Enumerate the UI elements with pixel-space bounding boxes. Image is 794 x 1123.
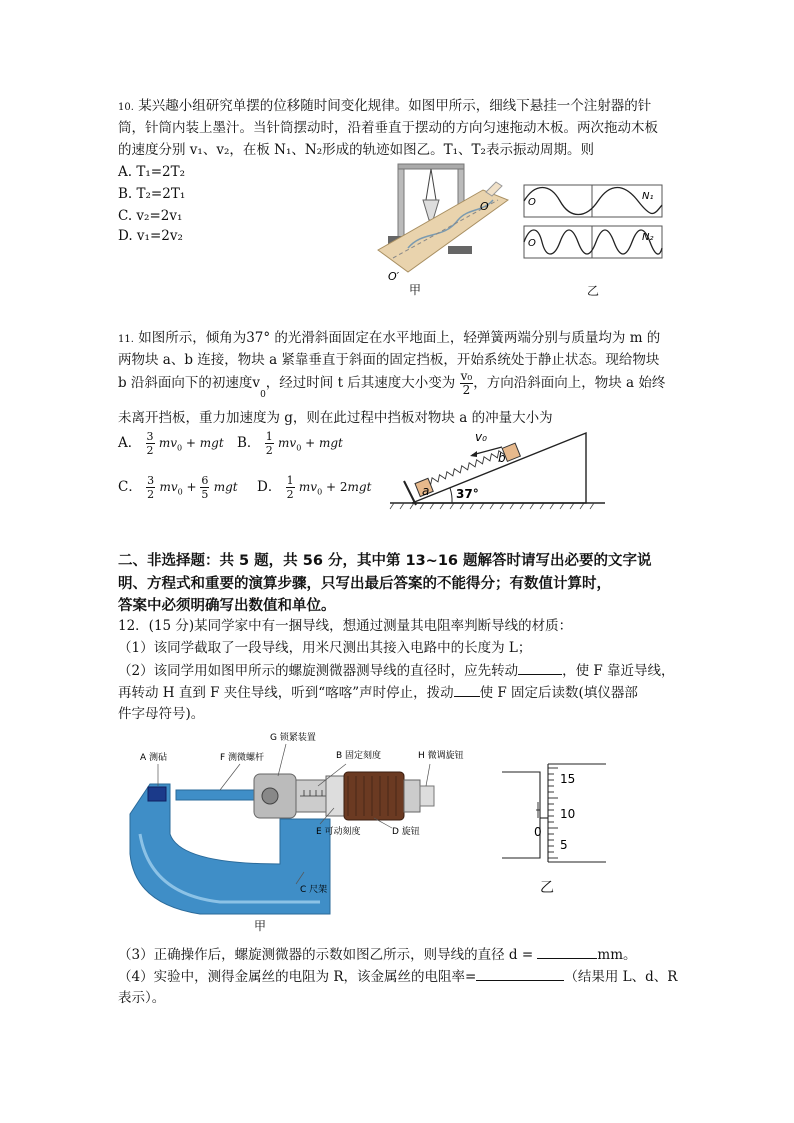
section2-line2: 明、方程式和重要的演算步骤，只写出最后答案的不能得分；有数值计算时， [118,576,611,592]
q11-fig-a: a [422,484,430,498]
section2-line3: 答案中必须明确写出数值和单位。 [118,598,336,614]
q12-label-d: D 旋钮 [392,827,420,837]
q12-line7: （4）实验中，测得金属丝的电阻为 R，该金属丝的电阻率= （结果用 L、d、R [118,966,677,987]
q12-line5: 件字母符号)。 [118,706,205,722]
q12-line1: 12．(15 分)某同学家中有一捆导线，想通过测量其电阻率判断导线的材质： [118,618,573,634]
q12-caption-right: 乙 [540,880,554,896]
q11-option-b: B． $\frac{1}{2}$ $mv_0$ + mgt [237,430,343,457]
q12-label-b: B 固定刻度 [336,751,382,761]
q12-blank2[interactable] [454,682,480,697]
q11-number: 11. [118,334,134,345]
q10-option-d: D. v₁=2v₂ [118,228,183,244]
q11-text3a: b 沿斜面向下的初速度v [118,375,261,391]
q10-line1 [118,96,651,118]
q12-label-e: E 可动刻度 [316,827,361,837]
q12-line2: （1）该同学截取了一段导线，用米尺测出其接入电路中的长度为 L； [118,640,532,656]
q12-label-f: F 测微螺杆 [220,753,265,763]
q11-text3b: ，经过时间 t 后其速度大小变为 [265,375,456,391]
q11-line2: 两物块 a、b 连接，物块 a 紧靠垂直于斜面的固定挡板，开始系统处于静止状态。现给物块 [118,352,660,368]
q11-frac-v0-2: $\frac{\text{v₀}}{2}$ [460,369,473,397]
q12-label-h: H 微调旋钮 [418,751,464,761]
q12-caption-left: 甲 [254,919,267,933]
q12-scale-5: 5 [560,838,568,852]
q12-line8: 表示）。 [118,990,166,1006]
q11-fig-b: b [498,451,506,465]
q11-sub0: 0 [260,390,266,400]
q10-trace1-o: O [528,197,536,208]
q12-figure-micrometer [120,724,464,934]
q10-number: 10. [118,102,134,113]
q12-line6: （3）正确操作后，螺旋测微器的示数如图乙所示，则导线的直径 d = mm。 [118,944,637,965]
q12-scale-zero: 0 [534,825,542,839]
q10-option-c: C. v₂=2v₁ [118,208,183,224]
q12-blank3[interactable] [537,944,597,959]
q10-figure-traces [520,180,670,262]
q10-line3: 的速度分别 v₁、v₂，在板 N₁、N₂形成的轨迹如图乙。T₁、T₂表示振动周期。则 [118,142,594,158]
q11-text1: 如图所示，倾角为37° 的光滑斜面固定在水平地面上，轻弹簧两端分别与质量均为 m 的 [138,330,661,346]
q12-label-a: A 测砧 [140,753,168,763]
q12-scale-10: 10 [560,807,576,821]
q10-trace2-o: O [528,238,536,249]
q10-caption-right: 乙 [587,284,600,298]
q12-blank4[interactable] [476,966,564,981]
q11-text3c: ，方向沿斜面向上，物块 a 始终 [473,375,666,391]
q10-figure-pendulum [368,160,518,295]
q12-blank1[interactable] [518,660,562,675]
q11-line4: 未离开挡板，重力加速度为 g，则在此过程中挡板对物块 a 的冲量大小为 [118,410,553,426]
q10-label-n1: N₁ [642,191,654,202]
q11-option-a: A． $\frac{3}{2}$ $mv_0$ + mgt [118,430,224,457]
q10-text1: 某兴趣小组研究单摆的位移随时间变化规律。如图甲所示，细线下悬挂一个注射器的针 [138,98,652,114]
q10-label-o-prime: O′ [388,270,400,283]
q10-option-b: B. T₂=2T₁ [118,186,186,202]
q10-line2: 筒，针筒内装上墨汁。当针筒摆动时，沿着垂直于摆动的方向匀速拖动木板。两次拖动木板 [118,120,658,136]
q11-fig-angle: 37° [456,487,479,501]
q12-line3: （2）该同学用如图甲所示的螺旋测微器测导线的直径时，应先转动 ，使 F 靠近导线， [118,660,675,681]
q10-caption-left: 甲 [409,283,422,297]
q11-figure-incline [390,425,610,513]
q11-option-c: C． $\frac{3}{2}$ $mv_0$ + $\frac{6}{5}$ mgt [118,474,238,501]
q11-fig-v0: v₀ [475,430,487,444]
q11-option-d: D． $\frac{1}{2}$ $mv_0 + 2mgt$ [257,474,372,501]
q12-scale-15: 15 [560,772,576,786]
q12-label-c: C 尺架 [300,885,328,895]
q10-label-o: O [480,200,489,213]
q11-line3 [118,369,666,400]
q12-label-g: G 锁紧装置 [270,733,316,743]
q12-line4: 再转动 H 直到 F 夹住导线，听到“喀喀”声时停止，拨动 使 F 固定后读数(填仪器部 [118,682,638,703]
section2-line1: 二、非选择题：共 5 题，共 56 分，其中第 13~16 题解答时请写出必要的文字说 [118,553,652,569]
q11-line1 [118,328,660,350]
q10-label-n2: N₂ [642,232,654,243]
q12-figure-scale [498,760,610,862]
q10-option-a: A. T₁=2T₂ [118,164,186,180]
